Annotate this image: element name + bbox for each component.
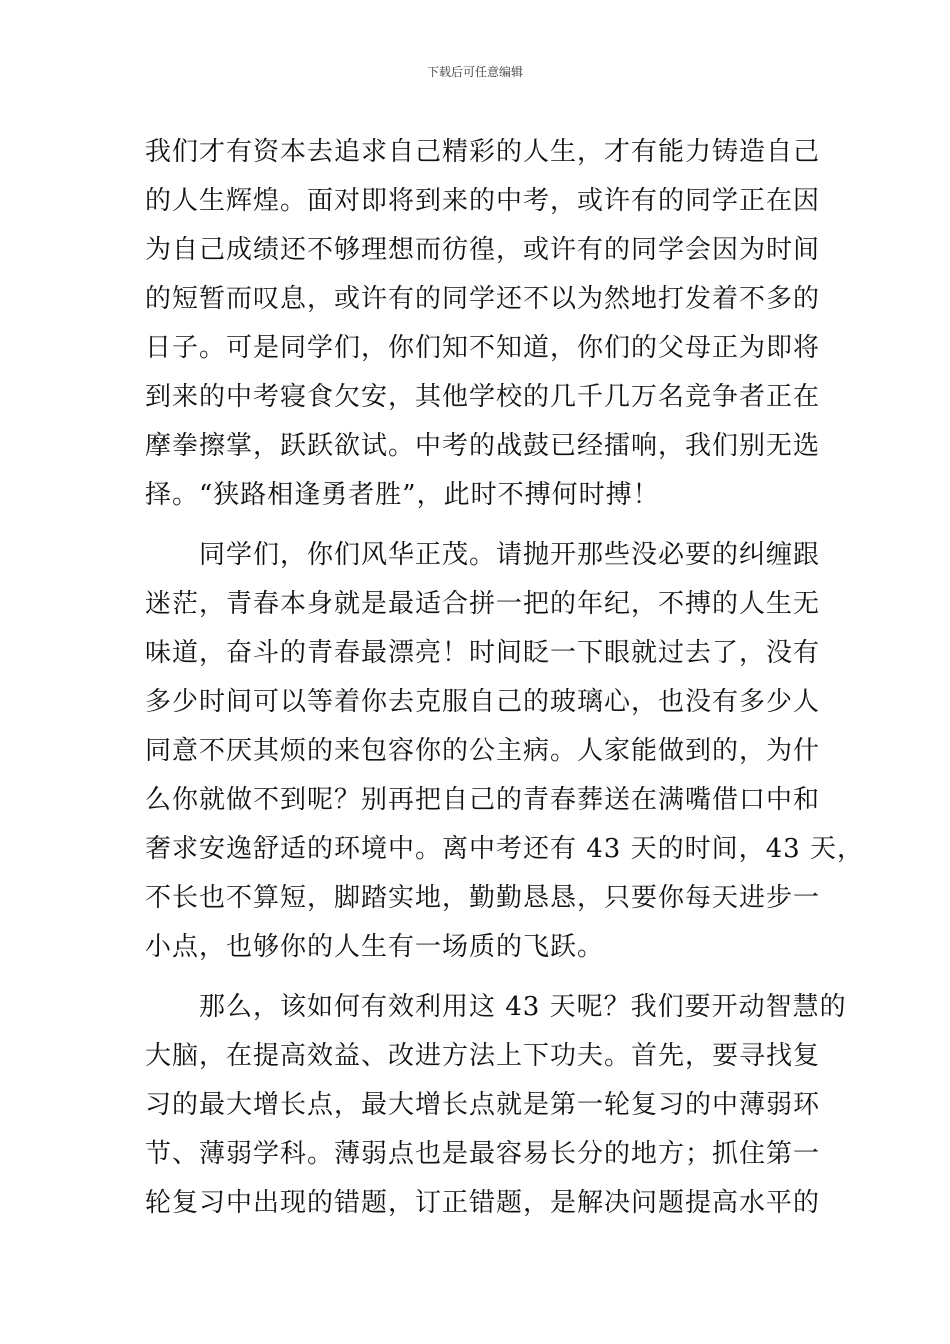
text-line: 到来的中考寝食欠安，其他学校的几千几万名竞争者正在 [145, 382, 821, 412]
text-line: 的人生辉煌。面对即将到来的中考，或许有的同学正在因 [145, 186, 821, 216]
text-line: 那么，该如何有效利用这 43 天呢？我们要开动智慧的 [145, 992, 847, 1022]
text-line: 为自己成绩还不够理想而彷徨，或许有的同学会因为时间 [145, 235, 821, 265]
text-line: 习的最大增长点，最大增长点就是第一轮复习的中薄弱环 [145, 1090, 821, 1120]
text-line: 轮复习中出现的错题，订正错题，是解决问题提高水平的 [145, 1188, 821, 1218]
text-line: 不长也不算短，脚踏实地，勤勤恳恳，只要你每天进步一 [145, 883, 821, 913]
text-line: 日子。可是同学们，你们知不知道，你们的父母正为即将 [145, 333, 821, 363]
text-line: 奢求安逸舒适的环境中。离中考还有 43 天的时间，43 天， [145, 834, 864, 864]
text-line: 我们才有资本去追求自己精彩的人生，才有能力铸造自己 [145, 137, 821, 167]
text-line: 同学们，你们风华正茂。请抛开那些没必要的纠缠跟 [145, 540, 821, 570]
paragraph-2 [145, 531, 864, 972]
text-line: 么你就做不到呢？别再把自己的青春葬送在满嘴借口中和 [145, 785, 821, 815]
text-line: 摩拳擦掌，跃跃欲试。中考的战鼓已经擂响，我们别无选 [145, 431, 821, 461]
text-line: 大脑，在提高效益、改进方法上下功夫。首先，要寻找复 [145, 1041, 821, 1071]
text-line: 迷茫，青春本身就是最适合拼一把的年纪，不搏的人生无 [145, 589, 821, 619]
paragraph-1 [145, 128, 821, 520]
text-line: 味道，奋斗的青春最漂亮！时间眨一下眼就过去了，没有 [145, 638, 821, 668]
text-line: 同意不厌其烦的来包容你的公主病。人家能做到的，为什 [145, 736, 821, 766]
text-line: 小点，也够你的人生有一场质的飞跃。 [145, 932, 605, 962]
text-line: 择。“狭路相逢勇者胜”，此时不搏何时搏！ [145, 480, 660, 510]
text-line: 多少时间可以等着你去克服自己的玻璃心，也没有多少人 [145, 687, 821, 717]
document-body [145, 128, 864, 1228]
page-header: 下载后可任意编辑 [426, 65, 523, 79]
paragraph-3 [145, 983, 847, 1228]
text-line: 节、薄弱学科。薄弱点也是最容易长分的地方；抓住第一 [145, 1139, 821, 1169]
text-line: 的短暂而叹息，或许有的同学还不以为然地打发着不多的 [145, 284, 821, 314]
